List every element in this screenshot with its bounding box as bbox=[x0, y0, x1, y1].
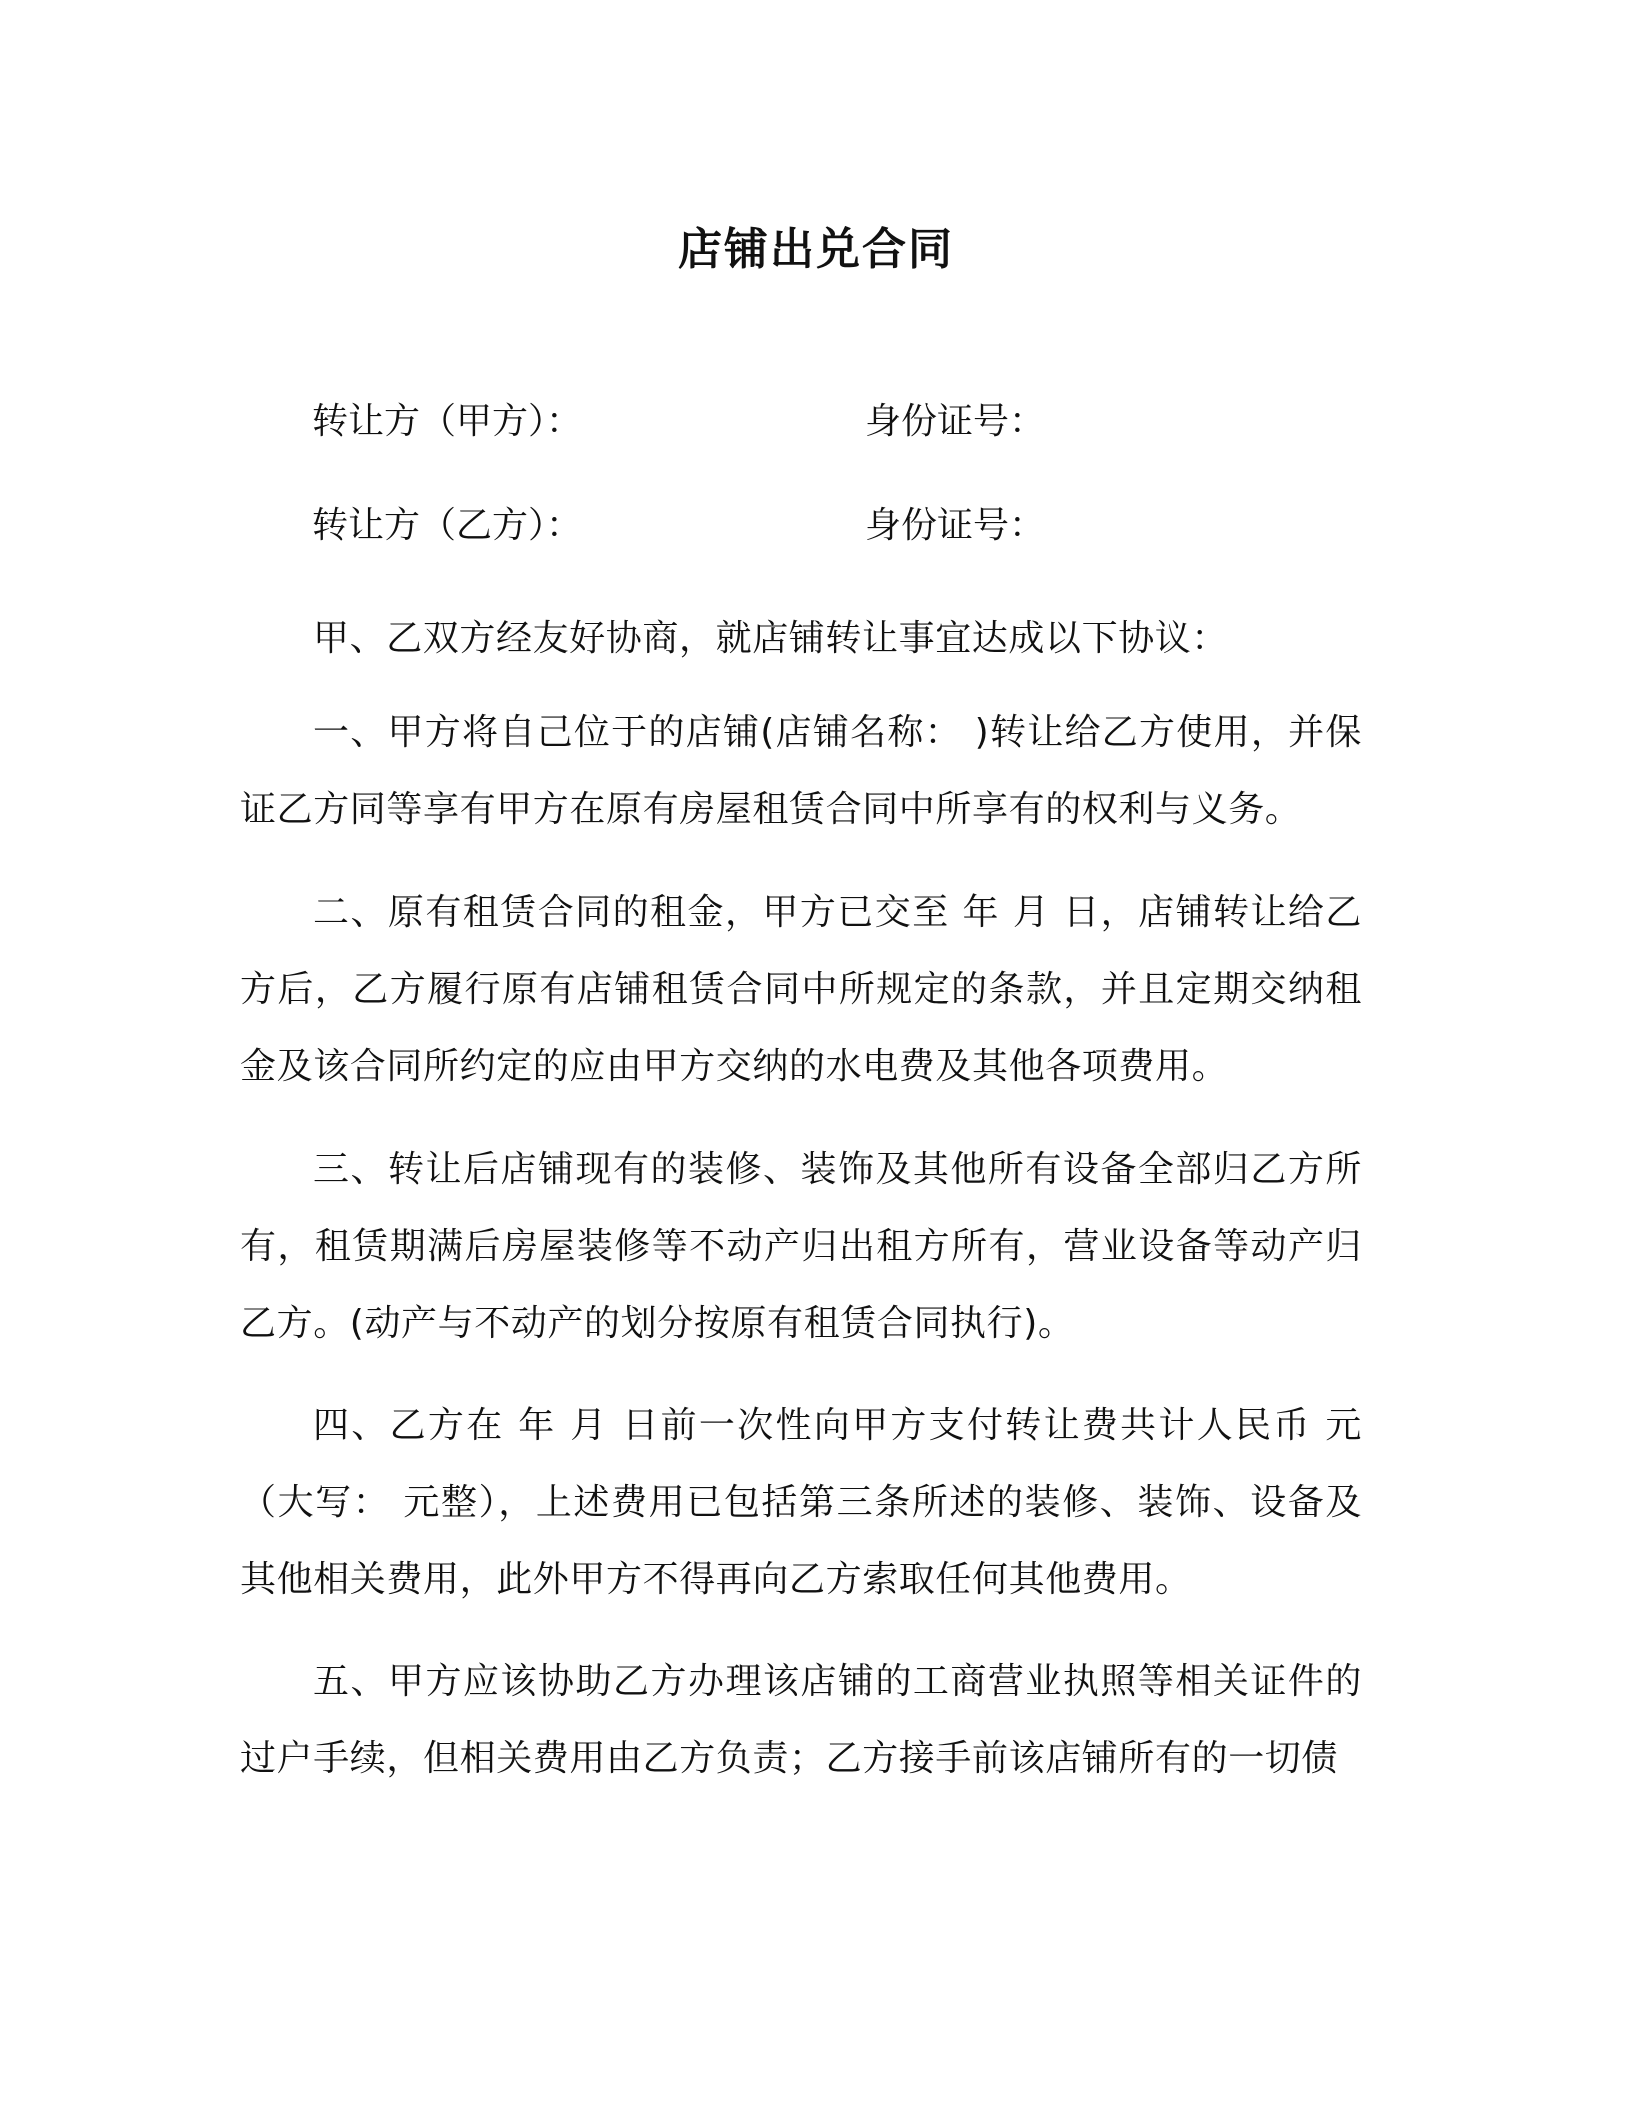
party-b-label: 转让方（乙方）： bbox=[312, 505, 583, 546]
party-b-row bbox=[312, 498, 1412, 554]
party-a-label: 转让方（甲方）： bbox=[312, 401, 583, 442]
party-a-row bbox=[312, 394, 1412, 450]
clause-3: 三、转让后店铺现有的装修、装饰及其他所有设备全部归乙方所有，租赁期满后房屋装修等不动产归出租方所有，营业设备等动产归乙方。(动产与不动产的划分按原有租赁合同执行)。 bbox=[240, 1149, 1362, 1344]
intro-paragraph: 甲、乙双方经友好协商，就店铺转让事宜达成以下协议： bbox=[313, 618, 1229, 659]
clause-2: 二、原有租赁合同的租金，甲方已交至 年 月 日，店铺转让给乙方后，乙方履行原有店铺租赁合同中所规定的条款，并且定期交纳租金及该合同所约定的应由甲方交纳的水电费及其他各项费用。 bbox=[240, 892, 1362, 1087]
document-title: 店铺出兑合同 bbox=[678, 224, 954, 275]
clause-4: 四、乙方在 年 月 日前一次性向甲方支付转让费共计人民币 元（大写： 元整），上述费用已包括第三条所述的装修、装饰、设备及其他相关费用，此外甲方不得再向乙方索取任何其他费用。 bbox=[240, 1405, 1362, 1600]
party-a-id-label: 身份证号： bbox=[865, 401, 1046, 442]
party-b-id-label: 身份证号： bbox=[865, 505, 1046, 546]
clause-5: 五、甲方应该协助乙方办理该店铺的工商营业执照等相关证件的过户手续，但相关费用由乙方负责；乙方接手前该店铺所有的一切债 bbox=[240, 1661, 1362, 1779]
clause-1: 一、甲方将自己位于的店铺(店铺名称： )转让给乙方使用，并保证乙方同等享有甲方在原有房屋租赁合同中所享有的权利与义务。 bbox=[240, 712, 1362, 830]
